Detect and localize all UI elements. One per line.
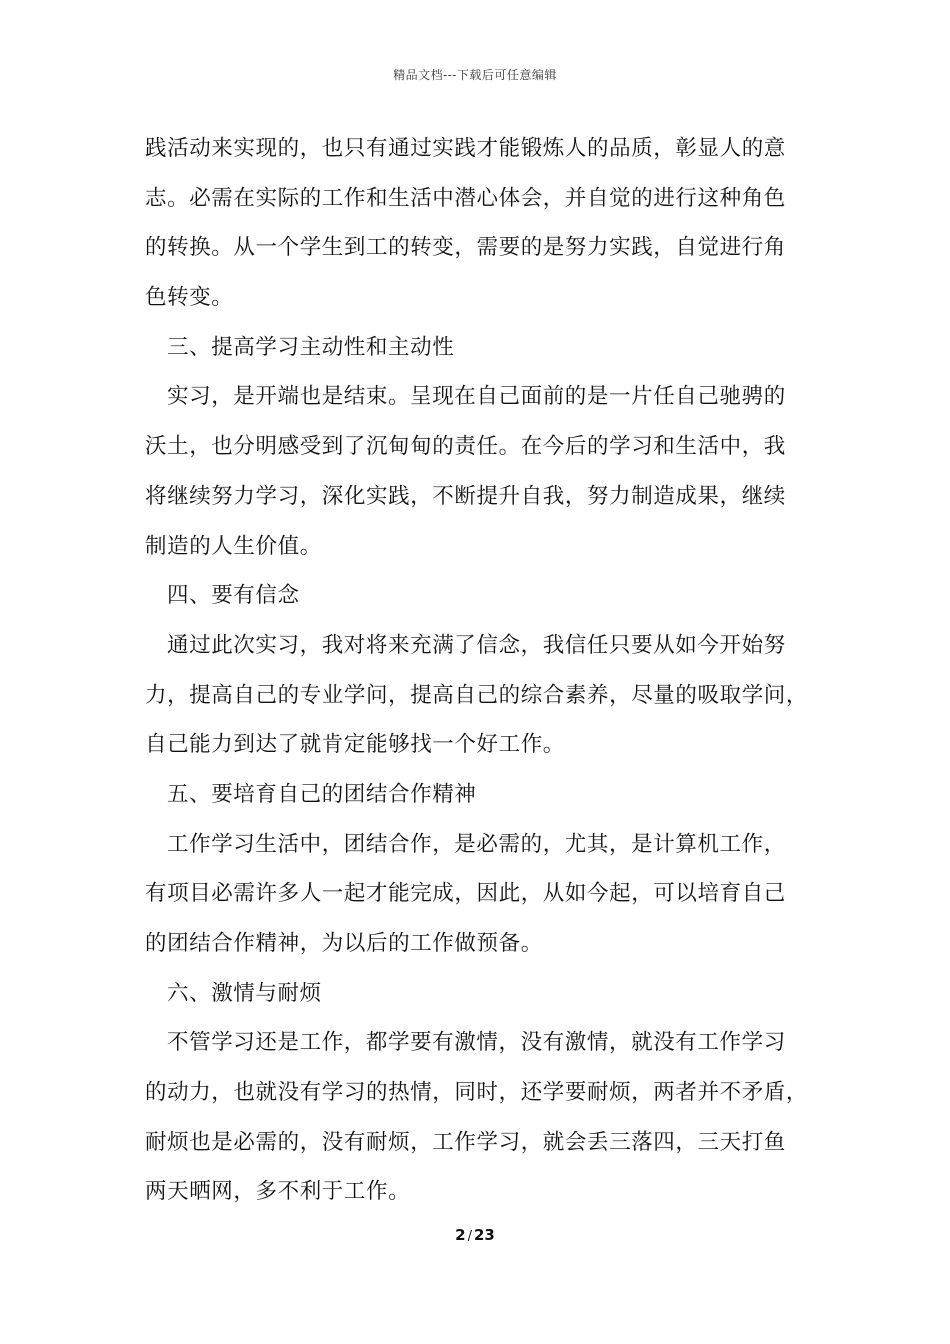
body-line: 的转换。从一个学生到工的转变，需要的是努力实践，自觉进行角 — [145, 235, 786, 261]
current-page-number: 2 — [455, 1226, 466, 1244]
paragraph-first-line: 通过此次实习，我对将来充满了信念，我信任只要从如今开始努 — [167, 632, 786, 658]
body-line: 制造的人生价值。 — [145, 533, 322, 559]
body-line: 沃土，也分明感受到了沉甸甸的责任。在今后的学习和生活中，我 — [145, 434, 786, 460]
body-line: 有项目必需许多人一起才能完成，因此，从如今起，可以培育自己 — [145, 881, 786, 907]
paragraph-first-line: 实习，是开端也是结束。呈现在自己面前的是一片任自己驰骋的 — [167, 384, 786, 410]
section-heading: 六、激情与耐烦 — [167, 980, 322, 1006]
page-number — [0, 1226, 950, 1244]
section-heading: 五、要培育自己的团结合作精神 — [167, 781, 477, 807]
document-body — [145, 124, 825, 1217]
body-line: 的动力，也就没有学习的热情，同时，还学要耐烦，两者并不矛盾， — [145, 1080, 809, 1106]
body-line: 耐烦也是必需的，没有耐烦，工作学习，就会丢三落四，三天打鱼 — [145, 1129, 786, 1155]
page-header: 精品文档---下载后可任意编辑 — [393, 68, 557, 82]
body-line: 践活动来实现的，也只有通过实践才能锻炼人的品质，彰显人的意 — [145, 136, 786, 161]
body-line: 力，提高自己的专业学问，提高自己的综合素养，尽量的吸取学问， — [145, 682, 809, 708]
paragraph-first-line: 不管学习还是工作，都学要有激情，没有激情，就没有工作学习 — [167, 1030, 786, 1056]
body-line: 志。必需在实际的工作和生活中潜心体会，并自觉的进行这种角色 — [145, 185, 786, 211]
body-line: 两天晒网，多不利于工作。 — [145, 1179, 411, 1205]
page-number-separator: / — [467, 1229, 472, 1244]
total-pages-number: 23 — [473, 1226, 495, 1244]
body-line: 自己能力到达了就肯定能够找一个好工作。 — [145, 732, 565, 758]
paragraph-first-line: 工作学习生活中，团结合作，是必需的，尤其，是计算机工作， — [167, 831, 786, 857]
body-line: 将继续努力学习，深化实践，不断提升自我，努力制造成果，继续 — [145, 483, 786, 509]
section-heading: 三、提高学习主动性和主动性 — [167, 334, 455, 360]
body-line: 色转变。 — [145, 285, 234, 311]
section-heading: 四、要有信念 — [167, 583, 300, 609]
body-line: 的团结合作精神，为以后的工作做预备。 — [145, 931, 543, 956]
